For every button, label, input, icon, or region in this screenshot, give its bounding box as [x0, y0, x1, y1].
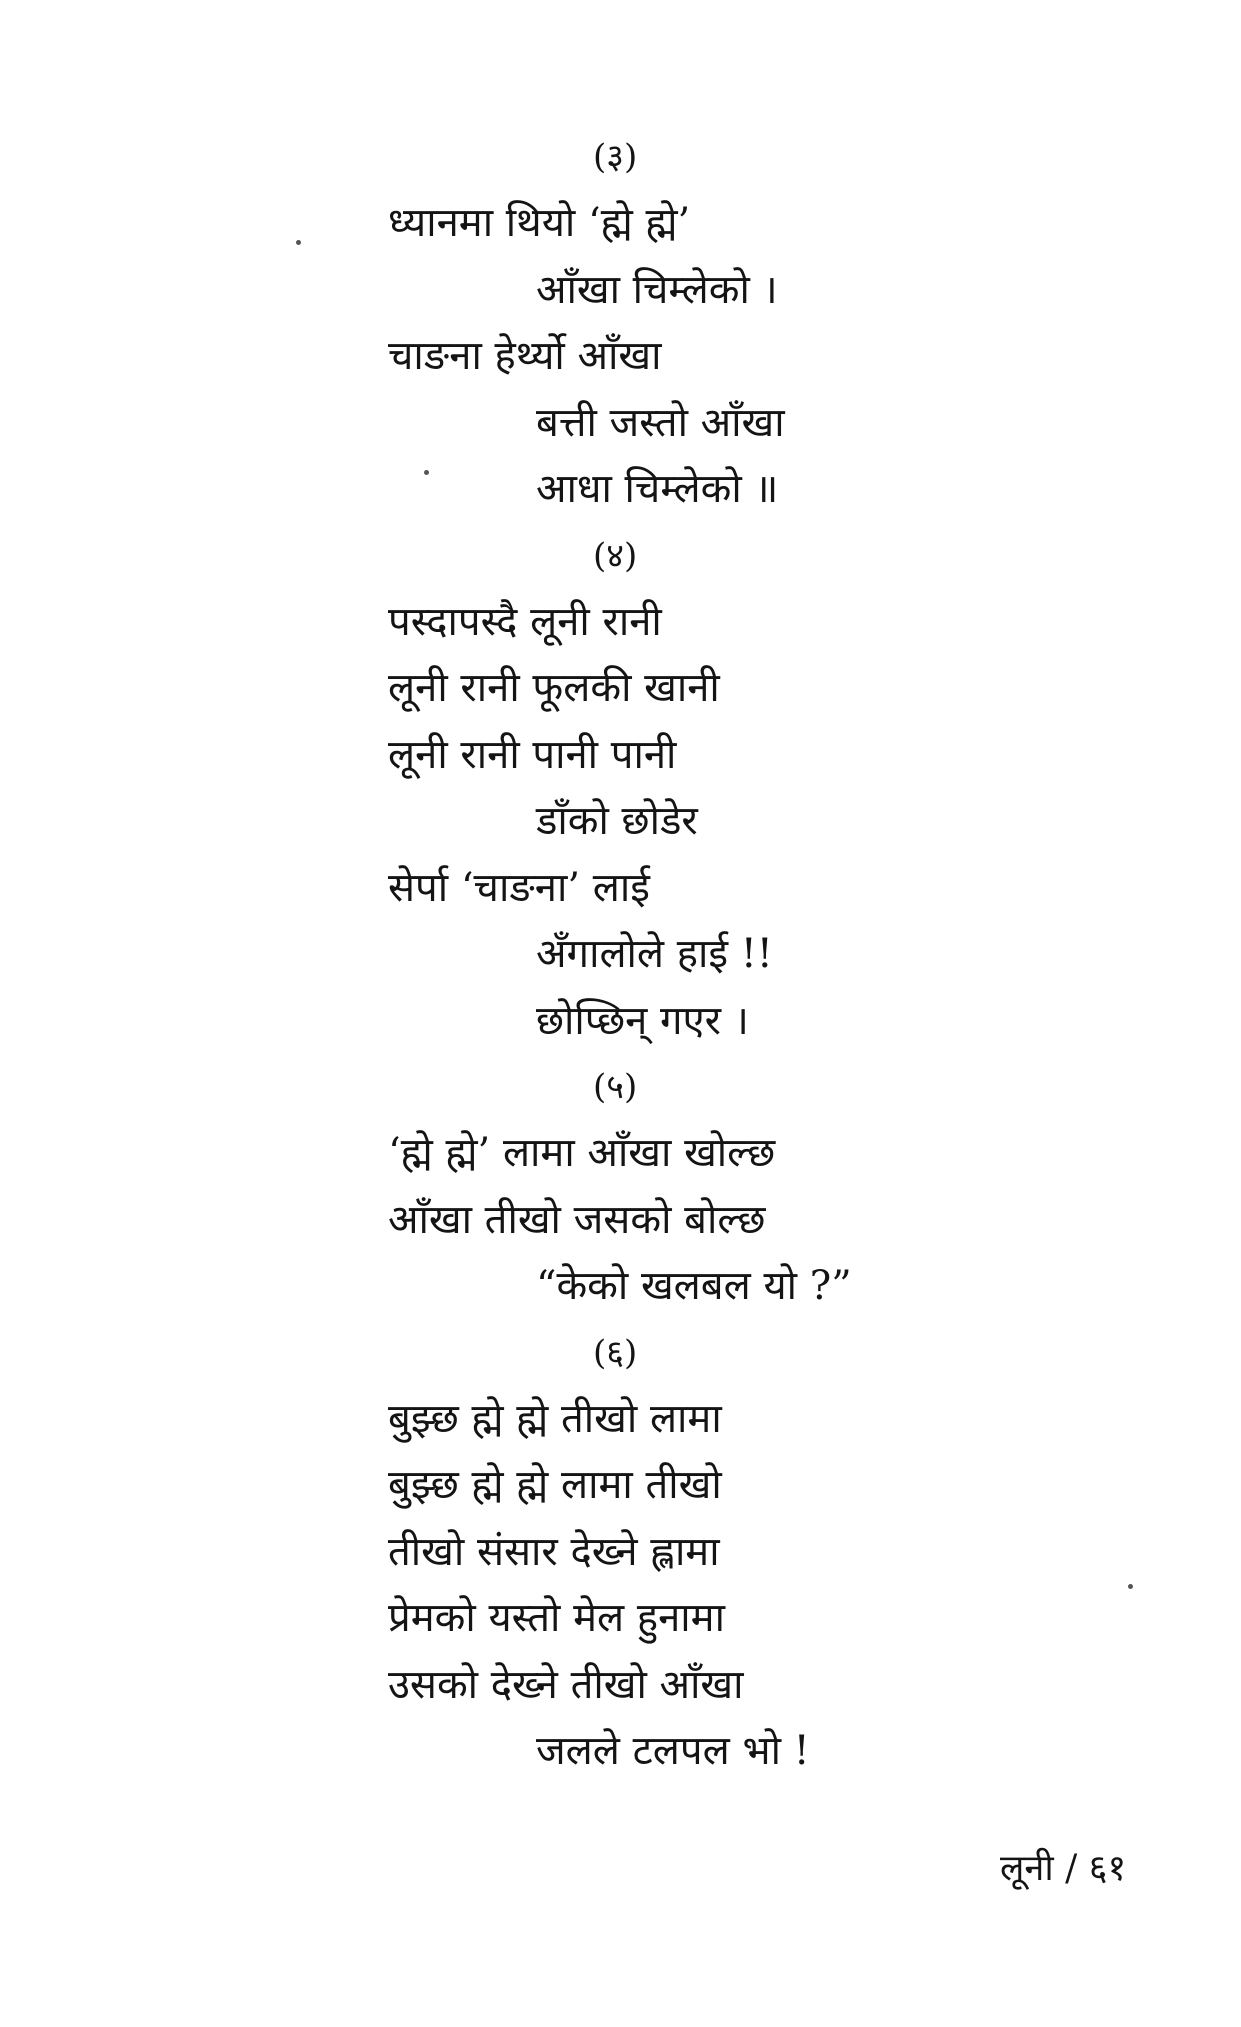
poem-line: सेर्पा ‘चाङना’ लाई: [388, 864, 650, 911]
page-footer: लूनी / ६१: [1000, 1848, 1127, 1889]
poem-line: चाङना हेर्थ्यो आँखा: [388, 333, 662, 379]
poem-line: उसको देख्ने तीखो आँखा: [388, 1661, 744, 1708]
poem-line: ‘ह्मे ह्मे’ लामा आँखा खोल्छ: [388, 1130, 776, 1176]
poem-line: आँखा चिम्लेको ।: [536, 266, 778, 313]
poem-line: बुझ्छ ह्मे ह्मे लामा तीखो: [388, 1462, 722, 1508]
stanza: [388, 1054, 948, 1320]
stanza-number: (६): [593, 1332, 638, 1373]
stanza-number: (५): [593, 1067, 638, 1107]
poem-line: आँखा तीखो जसको बोल्छ: [388, 1196, 766, 1243]
poem-line: बत्ती जस्तो आँखा: [536, 399, 785, 446]
scan-speck: [1128, 1584, 1133, 1589]
stanza-number: (३): [593, 137, 638, 177]
poem-line: अँगालोले हाई !!: [536, 931, 773, 977]
poem-body: [388, 124, 948, 1785]
stanza-number: (४): [593, 535, 638, 576]
stanza: [388, 1320, 948, 1785]
scan-speck: [424, 470, 429, 475]
poem-line: जलले टलपल भो !: [536, 1728, 810, 1774]
poem-line: पस्दापस्दै लूनी रानी: [388, 598, 662, 645]
poem-line: लूनी रानी फूलकी खानी: [388, 665, 720, 711]
poem-line: छोप्छिन् गएर ।: [536, 997, 749, 1044]
poem-line: बुझ्छ ह्मे ह्मे तीखो लामा: [388, 1395, 722, 1442]
poem-line: तीखो संसार देख्ने ह्लामा: [388, 1528, 720, 1575]
poem-line: आधा चिम्लेको ॥: [536, 466, 779, 512]
stanza: [388, 124, 948, 523]
scan-speck: [296, 240, 301, 245]
poem-line: “केको खलबल यो ?”: [536, 1263, 852, 1309]
stanza: [388, 523, 948, 1055]
poem-line: लूनी रानी पानी पानी: [388, 731, 677, 778]
poem-line: डाँको छोडेर: [536, 798, 698, 844]
poem-line: ध्यानमा थियो ‘ह्मे ह्मे’: [388, 200, 691, 246]
poem-line: प्रेमको यस्तो मेल हुनामा: [388, 1595, 725, 1641]
